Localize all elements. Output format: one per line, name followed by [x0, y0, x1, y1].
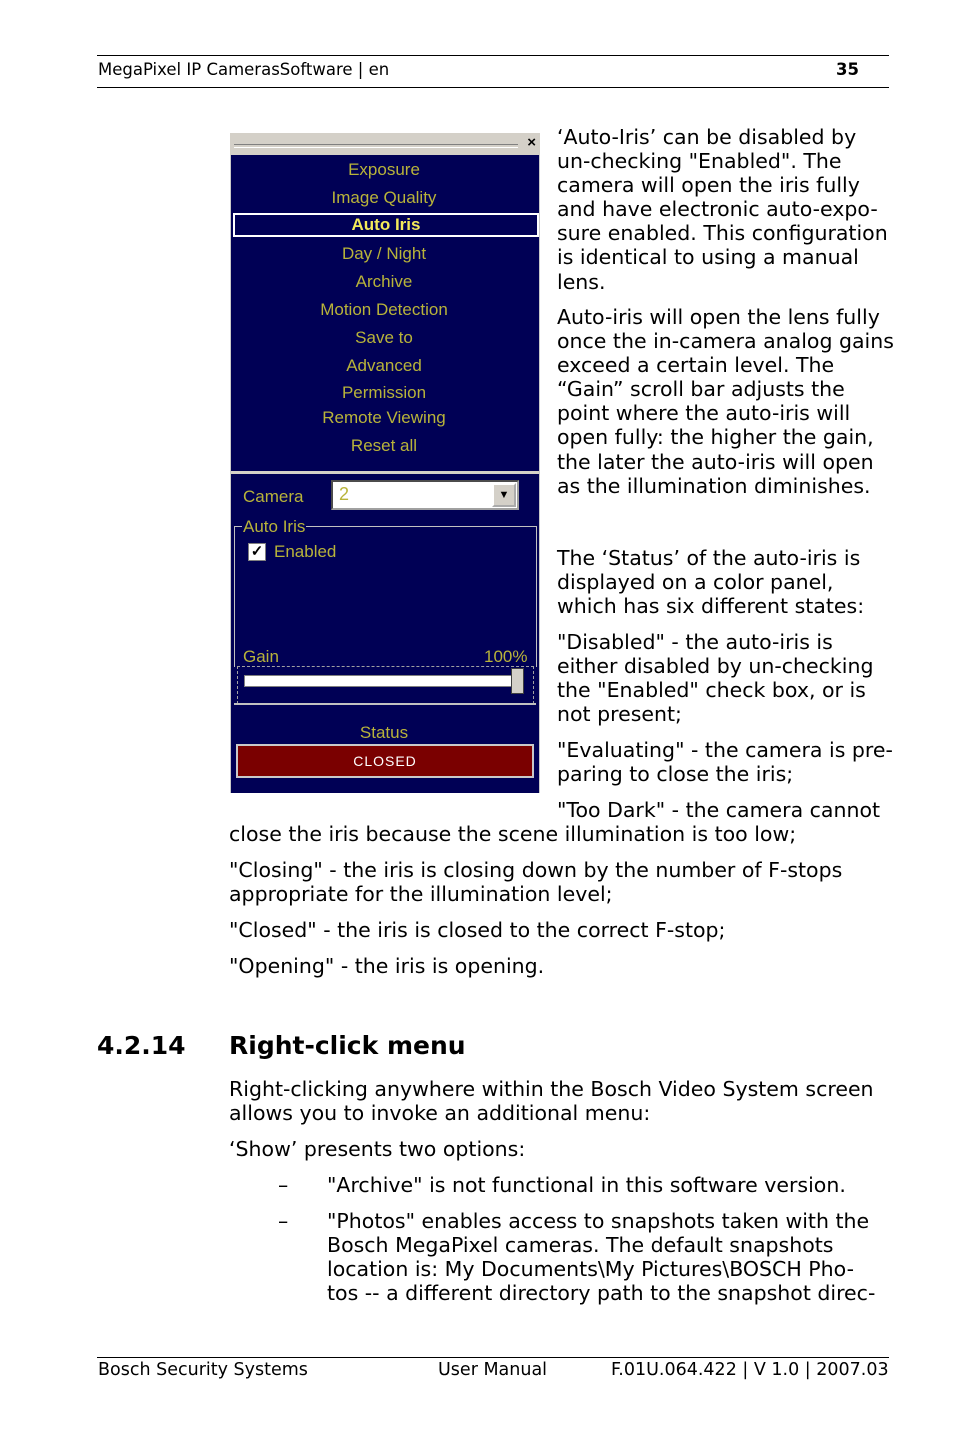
- footer-doc-id: F.01U.064.422 | V 1.0 | 2007.03: [611, 1360, 889, 1380]
- nav-item-remote-viewing[interactable]: Remote Viewing: [322, 408, 446, 427]
- para-status-too-dark-2: close the iris because the scene illumination is too low;: [229, 822, 797, 846]
- nav-item-advanced[interactable]: Advanced: [346, 356, 422, 375]
- bullet-dash-2: –: [278, 1209, 289, 1233]
- para-show-options: ‘Show’ presents two options:: [229, 1137, 526, 1161]
- gain-label: Gain: [243, 647, 279, 666]
- checkmark-icon: ✓: [250, 543, 264, 560]
- gain-slider-track[interactable]: [244, 675, 524, 687]
- bullet-dash-1: –: [278, 1173, 289, 1197]
- status-divider: [234, 703, 536, 705]
- gain-slider-thumb[interactable]: [511, 668, 524, 694]
- camera-select-value: 2: [339, 484, 350, 504]
- titlebar-grip[interactable]: [234, 144, 518, 148]
- para-status-disabled: "Disabled" - the auto-iris is either disabled by un-checking the "Enabled" check box, or is not present;: [557, 630, 874, 727]
- nav-item-archive[interactable]: Archive: [355, 272, 413, 291]
- bullet-photos: "Photos" enables access to snapshots taken with the Bosch MegaPixel cameras. The default snapshots location is: My Documents\My Pictures\BOSCH Pho- tos -- a different directory path to the snapshot direc-: [327, 1209, 876, 1306]
- status-color-panel: CLOSED: [236, 744, 534, 778]
- nav-item-image-quality[interactable]: Image Quality: [331, 188, 437, 207]
- close-icon[interactable]: ×: [527, 134, 536, 151]
- enabled-label: Enabled: [274, 542, 337, 561]
- header-page-number: 35: [836, 60, 859, 79]
- header-bottom-rule: [97, 87, 889, 88]
- para-right-click-intro: Right-clicking anywhere within the Bosch Video System screen allows you to invoke an additional menu:: [229, 1077, 874, 1126]
- nav-item-permission[interactable]: Permission: [341, 383, 427, 402]
- para-status-opening: "Opening" - the iris is opening.: [229, 954, 545, 978]
- para-status-too-dark-1: "Too Dark" - the camera cannot: [557, 798, 881, 822]
- nav-item-day-night[interactable]: Day / Night: [341, 244, 427, 263]
- enabled-checkbox[interactable]: [248, 543, 266, 561]
- para-status-closed: "Closed" - the iris is closed to the correct F-stop;: [229, 918, 726, 942]
- nav-item-motion-detection[interactable]: Motion Detection: [320, 300, 448, 319]
- para-status-closing: "Closing" - the iris is closing down by the number of F-stops appropriate for the illumination level;: [229, 858, 843, 907]
- panel-titlebar: [230, 133, 540, 155]
- para-disable-auto-iris: ‘Auto-Iris’ can be disabled by un-checking "Enabled". The camera will open the iris fully and have electronic auto-expo- sure enabled. This configuration is identical to using a manual lens.: [557, 125, 888, 294]
- footer-doc-type: User Manual: [438, 1360, 548, 1380]
- nav-item-reset-all[interactable]: Reset all: [350, 436, 418, 455]
- para-status-evaluating: "Evaluating" - the camera is pre- paring to close the iris;: [557, 738, 893, 787]
- section-number: 4.2.14: [97, 1031, 186, 1060]
- nav-item-save-to[interactable]: Save to: [355, 328, 413, 347]
- gain-value: 100%: [484, 647, 528, 666]
- camera-select[interactable]: [331, 480, 519, 510]
- footer-rule: [97, 1357, 889, 1358]
- camera-label: Camera: [243, 487, 304, 506]
- bullet-archive: "Archive" is not functional in this software version.: [327, 1173, 846, 1197]
- header-doc-title: MegaPixel IP CamerasSoftware | en: [98, 60, 390, 79]
- para-status-intro: The ‘Status’ of the auto-iris is displayed on a color panel, which has six different states:: [557, 546, 865, 619]
- nav-item-exposure[interactable]: Exposure: [348, 160, 420, 179]
- chevron-down-icon[interactable]: ▼: [492, 483, 516, 507]
- status-label: Status: [359, 723, 409, 742]
- camera-settings-panel: [230, 133, 540, 793]
- settings-nav: [231, 155, 539, 471]
- para-gain-explanation: Auto-iris will open the lens fully once the in-camera analog gains exceed a certain level. The “Gain” scroll bar adjusts the point where the auto-iris will open fully: the higher the gain, the later the auto-iris will open as the illumination diminishes.: [557, 305, 894, 498]
- nav-item-auto-iris[interactable]: Auto Iris: [233, 213, 539, 237]
- header-top-rule: [97, 55, 889, 56]
- auto-iris-group-label: Auto Iris: [243, 517, 306, 536]
- section-title: Right-click menu: [229, 1031, 466, 1060]
- footer-company: Bosch Security Systems: [98, 1360, 308, 1380]
